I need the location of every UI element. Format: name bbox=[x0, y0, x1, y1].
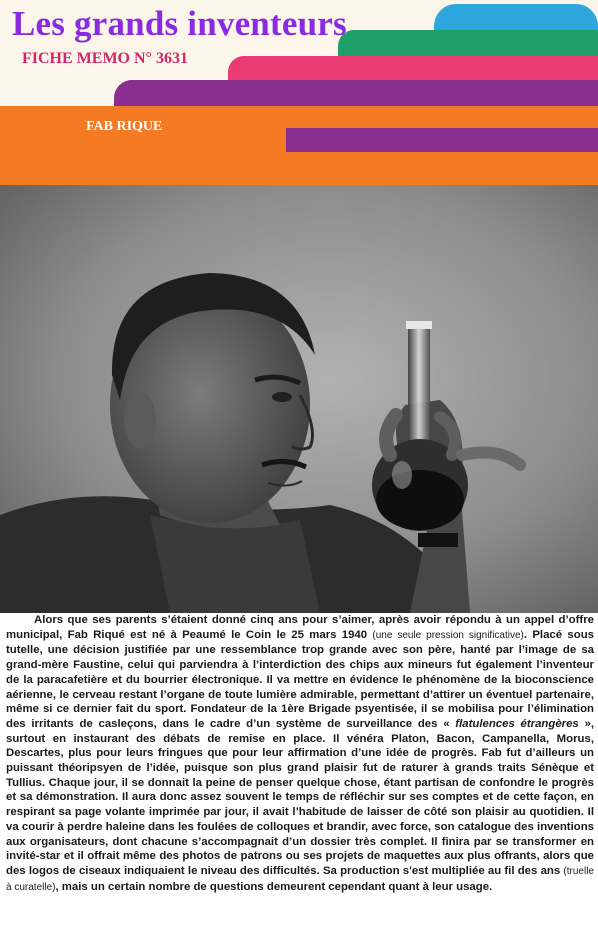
text-part-1: Alors que ses parents s’étaient donné cinq ans pour s’aimer, après avoir répondu à un appel d’offre municipal, Fab Riqué est né à Peaumé le Coin le 25 mars 1940 bbox=[6, 614, 594, 641]
biography-text bbox=[6, 613, 594, 895]
fiche-number: FICHE MEMO N° 3631 bbox=[22, 50, 188, 67]
aside-note-2: (truelle à curatelle) bbox=[6, 865, 594, 893]
text-part-4: , mais un certain nombre de questions demeurent cependant quant à leur usage. bbox=[55, 880, 493, 893]
header-banner bbox=[0, 0, 598, 185]
inventor-photo bbox=[0, 185, 598, 613]
page-title: Les grands inventeurs bbox=[12, 4, 347, 43]
text-part-3: », surtout en instaurant des débats de remise en place. Il vénéra Platon, Bacon, Campanella, Morus, Descartes, plus pour leurs fringues que pour leur affirmation d’une idée de progrès. Fab fut d’ailleurs un puissant théoripsyen de l’idée, puisque son plus grand plaisir fut de raturer à grands traits Sénèque et Tullius. Chaque jour, il se donnait la peine de penser quelque chose, étant partisan de confondre le progrès et sa démonstration. Il aura donc assez souvent le temps de réfléchir sur ses comptes et de cette façon, en respirant sa page volante imprimée par jour, il avait l’habitude de laisser de côté son plaisir au quotidien. Il va courir à perdre haleine dans les foulées de colloques et brandir, avec force, son catalogue des inventions aux organisateurs, dont chacune s’accompagnait d’un dossier très complet. Il finira par se transformer en invité-star et il offrait même des photos de patrons ou ses projets de maquettes aux plus offrants, alors que des logos de ciseaux indiquaient le niveau des difficultés. Sa production s'est multipliée au fil des ans bbox=[6, 717, 594, 877]
aside-note-1: (une seule pression significative) bbox=[372, 629, 524, 641]
text-part-2: . Placé sous tutelle, une décision justifiée par une ressemblance trop grande avec son père, hanté par l’image de sa grand-mère Faustine, celui qui parviendra à l’interdiction des chips aux mineurs fut également l’inventeur de la paracafetière et du bourrier électronique. Il va mettre en évidence le phénomène de la bioconscience aérienne, le cerveau restant l’organe de toute lumière admirable, permettant d’attirer un éventuel partenaire, même si ce dernier fait du sport. Fondateur de la 1ère Brigade psyentisée, il se mobilisa pour l’élimination des irritants de casleçons, dans le cadre d’un système de surveillance des « bbox=[6, 628, 594, 730]
quoted-phrase: flatulences étrangères bbox=[455, 717, 579, 730]
purple-stripe bbox=[286, 128, 598, 152]
author-name: FAB RIQUE bbox=[86, 119, 163, 134]
